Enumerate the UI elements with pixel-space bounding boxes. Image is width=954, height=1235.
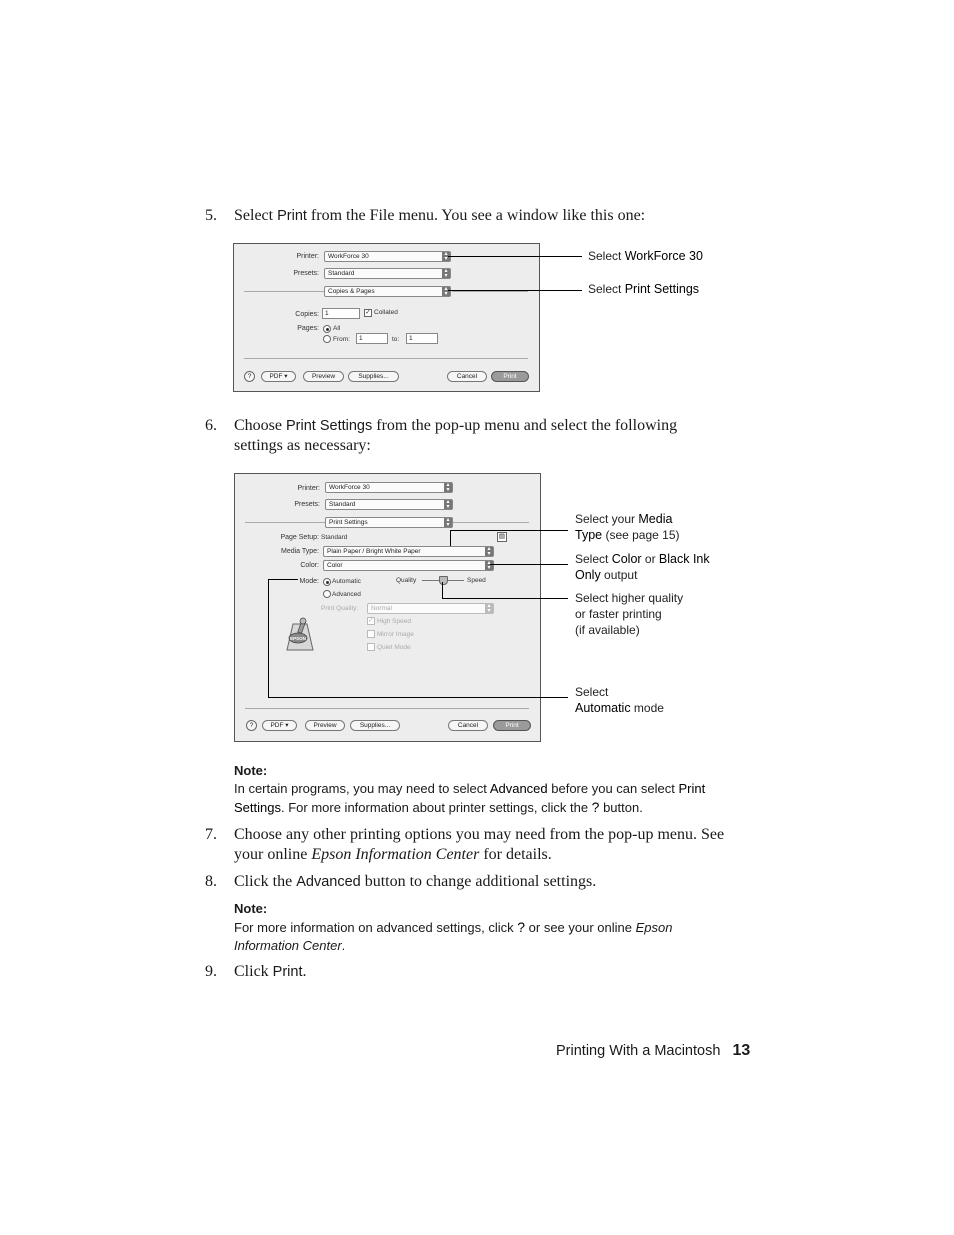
popup-arrows-icon: ▴ ▾ [442, 287, 450, 296]
step-number: 5. [205, 207, 217, 224]
pages-label: Pages: [297, 325, 319, 332]
presets-popup[interactable]: Standard ▴ ▾ [325, 499, 453, 510]
supplies-button[interactable]: Supplies... [348, 371, 399, 382]
pdf-button[interactable]: PDF ▾ [262, 720, 297, 731]
collated-label: Collated [374, 309, 398, 316]
note-body: In certain programs, you may need to select Advanced before you can select Print Settings. For more information about printer settings, click the ? button. [234, 781, 706, 815]
supplies-button[interactable]: Supplies... [350, 720, 400, 731]
cancel-button[interactable]: Cancel [448, 720, 488, 731]
callout-line-mode-bottom [268, 697, 568, 698]
popup-arrows-icon: ▴ ▾ [444, 518, 452, 527]
quality-label: Quality [396, 577, 417, 584]
callout-line-color [490, 564, 568, 565]
callout-line-quality-rise [442, 582, 443, 598]
step-number: 6. [205, 417, 217, 434]
automatic-label: Automatic [332, 578, 361, 585]
step-number: 8. [205, 873, 217, 890]
step-text: Click the Advanced button to change additional settings. [234, 873, 597, 890]
printer-label: Printer: [296, 253, 319, 260]
callout-quality: Select higher quality or faster printing (if available) [575, 591, 684, 637]
note-heading: Note: [234, 901, 268, 916]
note-heading: Note: [234, 763, 268, 778]
collated-checkbox[interactable]: ✓ [365, 309, 371, 316]
slider-thumb-icon[interactable] [439, 576, 448, 585]
print-quality-popup[interactable]: Normal ▴ ▾ [367, 603, 494, 614]
page-setup-value: Standard [321, 534, 348, 541]
presets-label: Presets: [293, 270, 319, 277]
copies-field[interactable]: 1 [322, 308, 360, 319]
callout-media-type: Select your Media Type (see page 15) [575, 512, 680, 542]
media-type-popup[interactable]: Plain Paper / Bright White Paper ▴ ▾ [323, 546, 494, 557]
separator [245, 522, 325, 523]
callout-line-settings [448, 290, 582, 291]
pages-all-radio[interactable] [323, 325, 331, 333]
epson-printer-utility-icon [283, 616, 317, 652]
popup-arrows-icon: ▴ ▾ [444, 483, 452, 492]
step-6 [205, 416, 765, 458]
printer-popup[interactable]: WorkForce 30 ▴ ▾ [324, 251, 451, 262]
printer-label: Printer: [297, 485, 320, 492]
preview-button[interactable]: Preview [303, 371, 344, 382]
callout-mode: Select Automatic mode [575, 685, 664, 715]
step-7 [205, 825, 765, 867]
all-label: All [333, 325, 341, 332]
popup-arrows-icon: ▴ ▾ [442, 269, 450, 278]
mode-label: Mode: [299, 578, 319, 585]
panel-popup[interactable]: Print Settings ▴ ▾ [325, 517, 453, 528]
step-text: Click Print. [234, 963, 307, 980]
help-button[interactable]: ? [244, 371, 255, 382]
quiet-mode-label: Quiet Mode [377, 644, 411, 651]
presets-label: Presets: [294, 501, 320, 508]
callout-color: Select Color or Black Ink Only output [575, 552, 710, 582]
callout-line-mode-vertical [268, 579, 269, 697]
popup-arrows-icon: ▴ ▾ [485, 547, 493, 556]
note-advanced [234, 762, 754, 817]
callout-select-print-settings: Select Print Settings [588, 282, 700, 296]
epson-logo-text: EPSON [290, 636, 306, 641]
step-text: Choose any other printing options you may need from the pop-up menu. See your online Epson Information Center for details. [234, 826, 725, 863]
cancel-button[interactable]: Cancel [447, 371, 487, 382]
print-button[interactable]: Print [491, 371, 529, 382]
page-number: 13 [732, 1042, 751, 1059]
copies-label: Copies: [295, 311, 319, 318]
callout-line-printer [448, 256, 582, 257]
color-popup[interactable]: Color ▴ ▾ [323, 560, 494, 571]
print-dialog-print-settings [234, 473, 541, 742]
popup-arrows-icon: ▴ ▾ [485, 604, 493, 613]
pdf-button[interactable]: PDF ▾ [261, 371, 296, 382]
to-label: to: [392, 336, 400, 343]
callout-line-media [450, 530, 568, 531]
high-speed-label: High Speed [377, 618, 411, 625]
separator [244, 291, 324, 292]
speed-label: Speed [467, 577, 486, 584]
high-speed-checkbox[interactable]: ✓ [368, 617, 374, 624]
note-advanced-settings [234, 900, 724, 955]
mode-automatic-radio[interactable] [323, 578, 331, 586]
step-number: 7. [205, 826, 217, 843]
popup-arrows-icon: ▴ ▾ [442, 252, 450, 261]
callout-line-quality [442, 598, 568, 599]
mirror-image-checkbox[interactable] [367, 630, 375, 638]
pages-from-radio[interactable] [323, 335, 331, 343]
step-number: 9. [205, 963, 217, 980]
print-quality-label: Print Quality: [321, 605, 359, 612]
advanced-label: Advanced [332, 591, 361, 598]
step-text: Select Print from the File menu. You see a window like this one: [234, 207, 646, 224]
quiet-mode-checkbox[interactable] [367, 643, 375, 651]
separator [244, 358, 528, 359]
color-label: Color: [300, 562, 319, 569]
step-text: Choose Print Settings from the pop-up menu and select the following settings as necessary: [234, 417, 678, 454]
media-type-label: Media Type: [280, 548, 319, 555]
panel-popup[interactable]: Copies & Pages ▴ ▾ [324, 286, 451, 297]
callout-line-media-drop [450, 530, 451, 546]
separator [452, 291, 528, 292]
mode-advanced-radio[interactable] [323, 590, 331, 598]
to-field[interactable]: 1 [406, 333, 438, 344]
presets-popup[interactable]: Standard ▴ ▾ [324, 268, 451, 279]
printer-popup[interactable]: WorkForce 30 ▴ ▾ [325, 482, 453, 493]
popup-arrows-icon: ▴ ▾ [444, 500, 452, 509]
footer-section-title: Printing With a Macintosh [556, 1043, 721, 1059]
separator [245, 708, 529, 709]
page-footer [556, 1042, 750, 1060]
preview-button[interactable]: Preview [305, 720, 345, 731]
from-field[interactable]: 1 [356, 333, 388, 344]
print-button[interactable]: Print [493, 720, 531, 731]
separator [453, 522, 529, 523]
callout-line-mode-top [268, 579, 298, 580]
help-button[interactable]: ? [246, 720, 257, 731]
page-setup-icon[interactable]: ▤ [498, 533, 506, 540]
note-body: For more information on advanced settings, click ? or see your online Epson Information Center. [234, 919, 673, 953]
popup-arrows-icon: ▴ ▾ [485, 561, 493, 570]
page-setup-label: Page Setup: [280, 534, 319, 541]
from-label: From: [333, 336, 350, 343]
print-dialog-copies-pages [233, 243, 540, 392]
mirror-image-label: Mirror Image [377, 631, 414, 638]
callout-select-printer: Select WorkForce 30 [588, 249, 703, 263]
